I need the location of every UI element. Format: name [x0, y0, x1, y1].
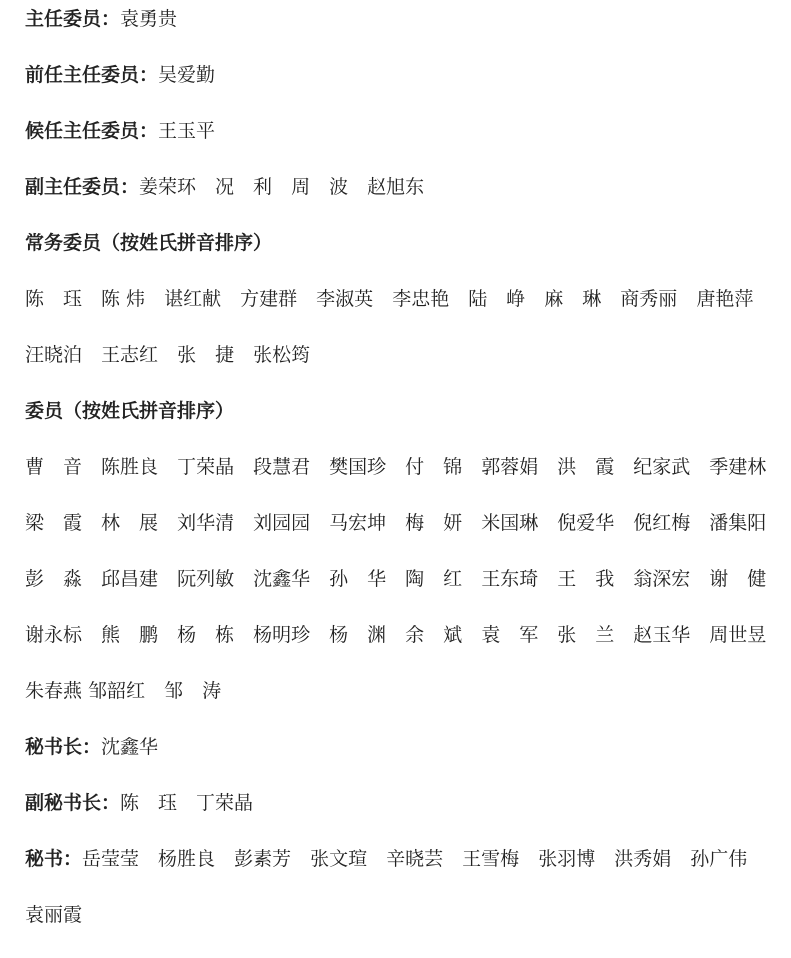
standing-committee-row — [25, 286, 753, 312]
member-name: 樊国珍 — [329, 456, 387, 478]
member-name: 赵玉华 — [633, 624, 691, 646]
secretary-name: 张羽博 — [538, 848, 596, 870]
committee-row — [25, 454, 766, 480]
secretary-general-line — [25, 734, 158, 760]
member-name: 汪晓泊 — [25, 344, 83, 366]
secretary-name: 袁丽霞 — [25, 904, 83, 926]
member-name: 段慧君 — [253, 456, 311, 478]
secretary-name: 岳莹莹 — [82, 848, 140, 870]
secretary-name: 张文瑄 — [310, 848, 368, 870]
vice-director-name: 况 利 — [215, 176, 273, 198]
member-name: 林 展 — [101, 512, 159, 534]
member-name: 刘华清 — [177, 512, 235, 534]
secretaries-line — [25, 902, 82, 928]
secretary-name: 杨胜良 — [158, 848, 216, 870]
standing-committee-row — [25, 342, 310, 368]
member-name: 沈鑫华 — [253, 568, 311, 590]
member-name: 陈胜良 — [101, 456, 159, 478]
vice-director-name: 赵旭东 — [367, 176, 425, 198]
director-line — [25, 6, 177, 32]
secretary-name: 洪秀娟 — [614, 848, 672, 870]
member-name: 潘集阳 — [709, 512, 767, 534]
committee-row — [25, 622, 766, 648]
member-name: 刘园园 — [253, 512, 311, 534]
vice-director-name: 姜荣环 — [139, 176, 197, 198]
member-name: 阮列敏 — [177, 568, 235, 590]
director-elect-label: 候任主任委员： — [25, 120, 159, 142]
member-name: 袁 军 — [481, 624, 539, 646]
member-name: 米国琳 — [481, 512, 539, 534]
member-name: 杨 渊 — [329, 624, 387, 646]
former-director-line — [25, 62, 215, 88]
member-name: 丁荣晶 — [177, 456, 235, 478]
member-name: 付 锦 — [405, 456, 463, 478]
member-name: 翁深宏 — [633, 568, 691, 590]
member-name: 邹 涛 — [164, 680, 222, 702]
member-name: 王 我 — [557, 568, 615, 590]
committee-title: 委员（按姓氏拼音排序） — [25, 400, 235, 422]
member-name: 孙 华 — [329, 568, 387, 590]
secretaries-line — [25, 846, 747, 872]
member-name: 陈 珏 — [25, 288, 83, 310]
committee-row — [25, 678, 221, 704]
committee-row — [25, 510, 766, 536]
member-name: 陆 峥 — [468, 288, 526, 310]
vice-directors-line — [25, 174, 424, 200]
member-name: 张 捷 — [177, 344, 235, 366]
member-name: 周世昱 — [709, 624, 767, 646]
member-name: 王志红 — [101, 344, 159, 366]
committee-row — [25, 566, 766, 592]
member-name: 邹韶红 — [88, 680, 146, 702]
director-elect-name: 王玉平 — [158, 120, 216, 142]
director-label: 主任委员： — [25, 8, 121, 30]
member-name: 李忠艳 — [392, 288, 450, 310]
secretary-name: 彭素芳 — [234, 848, 292, 870]
member-name: 杨 栋 — [177, 624, 235, 646]
member-name: 倪红梅 — [633, 512, 691, 534]
secretary-general-name: 沈鑫华 — [101, 736, 159, 758]
member-name: 谌红献 — [164, 288, 222, 310]
deputy-secretaries-line — [25, 790, 253, 816]
member-name: 余 斌 — [405, 624, 463, 646]
member-name: 洪 霞 — [557, 456, 615, 478]
member-name: 唐艳萍 — [696, 288, 754, 310]
vice-director-name: 周 波 — [291, 176, 349, 198]
standing-committee-title: 常务委员（按姓氏拼音排序） — [25, 232, 273, 254]
former-director-name: 吴爱勤 — [158, 64, 216, 86]
member-name: 熊 鹏 — [101, 624, 159, 646]
deputy-secretary-name: 陈 珏 — [120, 792, 178, 814]
deputy-secretary-name: 丁荣晶 — [196, 792, 254, 814]
secretary-name: 孙广伟 — [690, 848, 748, 870]
member-name: 邱昌建 — [101, 568, 159, 590]
member-name: 曹 音 — [25, 456, 83, 478]
vice-directors-label: 副主任委员： — [25, 176, 140, 198]
member-name: 倪爱华 — [557, 512, 615, 534]
member-name: 彭 淼 — [25, 568, 83, 590]
member-name: 梅 妍 — [405, 512, 463, 534]
member-name: 商秀丽 — [620, 288, 678, 310]
member-name: 郭蓉娟 — [481, 456, 539, 478]
member-name: 季建林 — [709, 456, 767, 478]
member-name: 谢永标 — [25, 624, 83, 646]
member-name: 张 兰 — [557, 624, 615, 646]
member-name: 张松筠 — [253, 344, 311, 366]
member-name: 纪家武 — [633, 456, 691, 478]
former-director-label: 前任主任委员： — [25, 64, 159, 86]
member-name: 陶 红 — [405, 568, 463, 590]
secretary-name: 王雪梅 — [462, 848, 520, 870]
secretary-general-label: 秘书长： — [25, 736, 102, 758]
director-name: 袁勇贵 — [120, 8, 178, 30]
secretary-name: 辛晓芸 — [386, 848, 444, 870]
member-name: 方建群 — [240, 288, 298, 310]
member-name: 陈 炜 — [101, 288, 146, 310]
secretaries-label: 秘书： — [25, 848, 83, 870]
member-name: 马宏坤 — [329, 512, 387, 534]
deputy-secretaries-label: 副秘书长： — [25, 792, 121, 814]
member-name: 王东琦 — [481, 568, 539, 590]
member-name: 杨明珍 — [253, 624, 311, 646]
member-name: 谢 健 — [709, 568, 767, 590]
member-name: 麻 琳 — [544, 288, 602, 310]
member-name: 李淑英 — [316, 288, 374, 310]
director-elect-line — [25, 118, 215, 144]
member-name: 梁 霞 — [25, 512, 83, 534]
member-name: 朱春燕 — [25, 680, 83, 702]
